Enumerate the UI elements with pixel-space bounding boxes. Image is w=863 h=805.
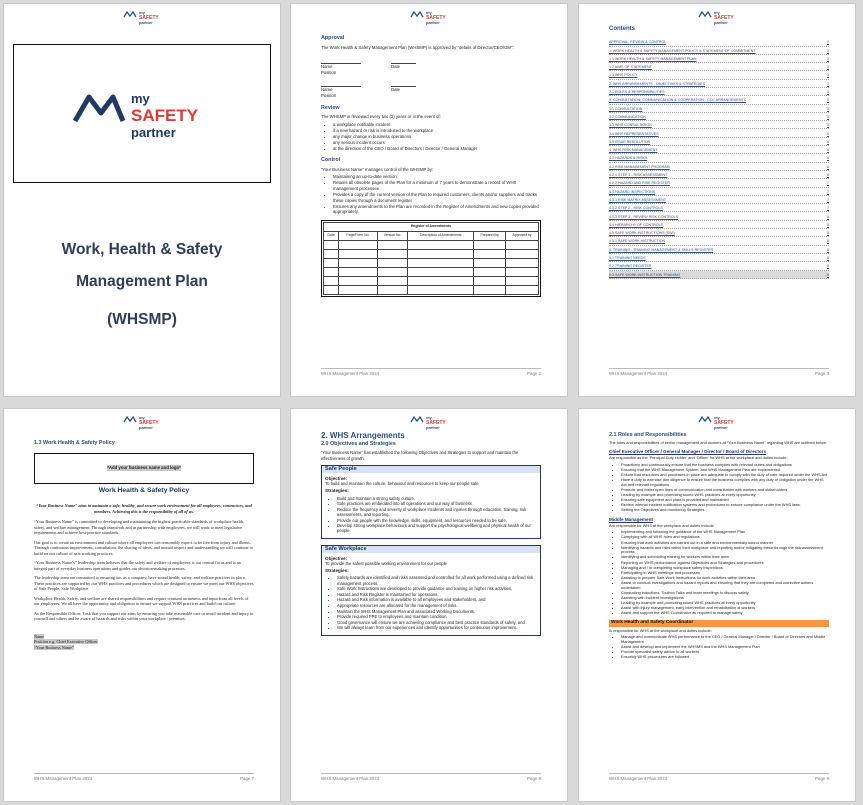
list-item: • Assist and develop and implement the WHSMS and the WHS Management Plan bbox=[621, 645, 829, 650]
register-title: Register of Amendments bbox=[324, 222, 539, 231]
whs-coordinator-heading: Work Health and Safety Coordinator bbox=[609, 620, 829, 627]
list-item: • Reporting on WHS performance against Objectives and Strategies and procedures bbox=[621, 561, 829, 566]
list-item: • Ensuring that the WHS Management System, and WHS Management Plan are implemented bbox=[621, 468, 829, 473]
footer-title: WHS Management Plan 2024 bbox=[321, 371, 380, 376]
toc-entry-page: 8 bbox=[827, 231, 829, 236]
toc-entry-page: 6 bbox=[827, 164, 829, 169]
list-item: • Safety hazards are identified and risks assessed and controlled for all work performed using a defined risk management process, bbox=[337, 575, 537, 585]
objective-text: To provide the safest possible working environment for our people bbox=[325, 561, 447, 567]
footer bbox=[609, 773, 829, 781]
toc-entry-page: 8 bbox=[827, 256, 829, 261]
toc-entry-title[interactable]: 3.3 WHS CONSULTATION bbox=[609, 123, 652, 128]
toc-entry-title[interactable]: APPROVAL, REVIEW & CONTROL bbox=[609, 40, 667, 45]
list-item: • Develop strong workplace behaviours and support the psychological wellbeing and physical health of our people. bbox=[337, 523, 537, 533]
sig-name-label: Name bbox=[321, 87, 333, 93]
toc-entry[interactable] bbox=[609, 113, 829, 121]
svg-text:my: my bbox=[714, 10, 720, 15]
table-row bbox=[324, 240, 539, 249]
footer-title: WHS Management Plan 2024 bbox=[34, 776, 93, 781]
strategies-label: Strategies: bbox=[325, 488, 349, 494]
toc-entry[interactable] bbox=[609, 105, 829, 113]
list-item: • Maintain the WHS Management Plan and associated Working Documents, bbox=[337, 609, 537, 614]
cover-title-line3: (WHSMP) bbox=[107, 311, 177, 328]
brand-logo-small bbox=[122, 9, 162, 27]
brand-logo-large bbox=[67, 79, 217, 149]
toc-entry[interactable] bbox=[609, 47, 829, 55]
sign-name: Name bbox=[34, 633, 45, 639]
list-item: • Ensuring that work activities are carried out in a safe and environmentally sound manner bbox=[621, 541, 829, 546]
control-text: “Your Business Name” manages control of the WHSMP by: bbox=[321, 166, 434, 172]
col-header: Approved by bbox=[506, 231, 539, 240]
list-item: • Assist and support the WHS Coordinator as required to manage safety bbox=[621, 611, 829, 616]
toc-entry[interactable] bbox=[609, 212, 829, 220]
section-heading: 2. WHS Arrangements bbox=[321, 431, 405, 440]
subsection-heading: 2.0 Objectives and Strategies bbox=[321, 441, 396, 448]
toc-entry-page: 6 bbox=[827, 156, 829, 161]
toc-entry[interactable] bbox=[609, 121, 829, 129]
toc-entry-page: 2 bbox=[827, 40, 829, 45]
coordinator-duties-list bbox=[609, 635, 829, 660]
safe-workplace-title: Safe Workplace bbox=[322, 546, 540, 553]
list-item: • Assisting to prepare Safe Work Instructions for work activities within their area bbox=[621, 576, 829, 581]
toc-entry-page: 7 bbox=[827, 197, 829, 202]
list-item: • Manage and communicate WHS performance to the CEO / General Manager / Director / Board of Directors and Middle Management bbox=[621, 635, 829, 644]
page-number: Page 3 bbox=[815, 371, 829, 376]
toc-entry-title[interactable]: 4.1 HAZARDS & RISKS bbox=[609, 156, 648, 161]
toc-entry[interactable] bbox=[609, 129, 829, 137]
sign-business: “Your Business Name” bbox=[34, 644, 74, 650]
section-heading: 2.1 Roles and Responsibilities bbox=[609, 432, 687, 438]
toc-entry-title[interactable]: 1.3 WHS POLICY bbox=[609, 73, 638, 78]
ceo-duties-list bbox=[609, 463, 829, 513]
section-heading: 1.3 Work Health & Safety Policy bbox=[34, 440, 115, 446]
svg-text:my: my bbox=[714, 415, 720, 420]
toc-entry-title[interactable]: 1. WORK HEALTH & SAFETY MANAGEMENT POLICY & STATEMENT OF COMMITMENT bbox=[609, 48, 756, 53]
toc-entry-page: 8 bbox=[827, 247, 829, 252]
middle-management-heading: Middle Management bbox=[609, 516, 653, 522]
page-approval bbox=[290, 3, 568, 397]
svg-text:SAFETY: SAFETY bbox=[714, 420, 734, 426]
toc-entry-page: 5 bbox=[827, 131, 829, 136]
contents-title: Contents bbox=[609, 26, 635, 32]
ceo-intro: Are responsible as the ‘Principal Duty Holder’ and ‘Officer’ for WHS at the workplace and duties include: bbox=[609, 455, 788, 461]
svg-text:partner: partner bbox=[426, 20, 440, 25]
svg-text:my: my bbox=[139, 10, 145, 15]
footer-title: WHS Management Plan 2024 bbox=[321, 776, 380, 781]
toc-entry-page: 6 bbox=[827, 173, 829, 178]
toc-entry-page: 8 bbox=[827, 239, 829, 244]
toc-entry-page: 5 bbox=[827, 98, 829, 103]
safe-people-box bbox=[321, 465, 541, 539]
toc-entry-page: 4 bbox=[827, 90, 829, 95]
objective-text: To build and maintain the culture, behaviour and resources to keep our people safe bbox=[325, 481, 479, 487]
toc-entry[interactable] bbox=[609, 138, 829, 146]
list-item: • Retains all obsolete pages of the Plan for a minimum of 7 years to demonstrate a record of WHS management processes bbox=[333, 180, 541, 191]
table-row bbox=[324, 267, 539, 276]
toc-entry[interactable] bbox=[609, 63, 829, 71]
svg-text:partner: partner bbox=[714, 20, 728, 25]
list-item: • Provide our people with the knowledge, skills, equipment, and resources needed to be safe, bbox=[337, 518, 537, 523]
toc-entry-title[interactable]: 3. CONSULTATION, COMMUNICATION & COOPERATION - CCC ARRANGEMENTS bbox=[609, 98, 747, 103]
header-logo bbox=[4, 9, 280, 29]
objective-label: Objective: bbox=[325, 476, 348, 482]
list-item: • Ensures any amendments to the Plan are recorded in the Register of Amendments and new copies provided appropriately. bbox=[333, 204, 541, 215]
toc-entry-page: 6 bbox=[827, 148, 829, 153]
list-item: • Ensuring safe equipment and plant is provided and maintained bbox=[621, 498, 829, 503]
review-text: The WHSMP is reviewed every two (2) years or in the event of: bbox=[321, 114, 441, 120]
toc-entry-page: 3 bbox=[827, 81, 829, 86]
brand-logo-small bbox=[697, 414, 737, 432]
toc-entry-title[interactable]: 4.2.2 HAZARD AND RISK REGISTER bbox=[609, 181, 670, 186]
toc-entry-title[interactable]: 2. WHS ARRANGEMENTS - OBJECTIVES & STRATEGIES bbox=[609, 81, 705, 86]
register-table-wrap bbox=[321, 220, 541, 297]
list-item: • Assist or conduct investigations and hazard reports and ensuring that they are completed and corrective actions undertaken bbox=[621, 581, 829, 590]
strategies-list bbox=[325, 575, 537, 630]
table-row bbox=[324, 258, 539, 267]
toc-entry[interactable] bbox=[609, 204, 829, 212]
toc-entry-page: 6 bbox=[827, 139, 829, 144]
toc-entry-title[interactable]: 4.3.2 STEP 2 - RISK CONTROLS bbox=[609, 206, 663, 211]
list-item: • a workplace notifiable incident bbox=[333, 122, 541, 128]
svg-text:partner: partner bbox=[131, 124, 176, 140]
svg-text:SAFETY: SAFETY bbox=[426, 420, 446, 426]
svg-text:my: my bbox=[131, 90, 150, 106]
toc-entry-page: 3 bbox=[827, 73, 829, 78]
toc-entry-title[interactable]: 1.1 WORK HEALTH & SAFETY MANAGEMENT PLAN bbox=[609, 56, 697, 61]
logo-placeholder-text: *Add your business name and logo* bbox=[107, 465, 181, 471]
footer-title: WHS Management Plan 2024 bbox=[609, 776, 668, 781]
logo-placeholder-box bbox=[34, 453, 254, 484]
svg-text:partner: partner bbox=[139, 425, 153, 430]
page-number: Page 9 bbox=[815, 776, 829, 781]
toc-entry[interactable] bbox=[609, 146, 829, 154]
toc-entry-page: 3 bbox=[827, 48, 829, 53]
safe-workplace-box bbox=[321, 545, 541, 636]
toc-entry[interactable] bbox=[609, 262, 829, 270]
svg-text:my: my bbox=[426, 10, 432, 15]
toc-entry[interactable] bbox=[609, 38, 829, 46]
toc-entry-title[interactable]: 5.2 TRAINING REGISTER bbox=[609, 264, 652, 269]
toc-entry[interactable] bbox=[609, 88, 829, 96]
list-item: • at the direction of the CEO / Board of Directors / Director / General Manager bbox=[333, 146, 541, 152]
policy-paragraph: Workplace Health, Safety, and welfare are shared responsibilities and require constant awareness and input from all levels of our employees. We all have the opportunity and obligation to ensure we support WHS practices and build our culture. bbox=[34, 595, 249, 606]
toc-entry-title[interactable]: 5.3 SAFE WORK INSTRUCTION TRAINING bbox=[609, 272, 681, 277]
svg-text:my: my bbox=[426, 415, 432, 420]
brand-logo-small bbox=[122, 414, 162, 432]
toc-entry-title[interactable]: 4. WHS RISK MANAGEMENT bbox=[609, 148, 658, 153]
control-list bbox=[321, 174, 541, 214]
safe-people-title: Safe People bbox=[322, 466, 540, 473]
signature-block-2 bbox=[321, 83, 541, 98]
footer bbox=[321, 368, 541, 376]
policy-title: Work Health & Safety Policy bbox=[98, 486, 190, 494]
page-number: Page 8 bbox=[527, 776, 541, 781]
list-item: • Reduce the frequency and severity of workplace incidents and injuries through education, training, risk assessments, and reporting, bbox=[337, 507, 537, 517]
list-item: • any major change in business operations bbox=[333, 134, 541, 140]
toc-entry-page: 5 bbox=[827, 114, 829, 119]
toc-entry[interactable] bbox=[609, 154, 829, 162]
list-item: • Managing and / or completing workplace safety inspections bbox=[621, 566, 829, 571]
toc-entry[interactable] bbox=[609, 221, 829, 229]
sig-date-label: Date bbox=[391, 87, 401, 93]
list-item: • Assisting with incident investigations bbox=[621, 596, 829, 601]
intro-text: “Your Business Name” has established the following Objectives and Strategies to support and maintain the effectiveness of growth. bbox=[321, 450, 519, 461]
toc-entry-title[interactable]: 2.1 ROLES & RESPONSIBILITIES bbox=[609, 90, 665, 95]
cover-title-line2: Management Plan bbox=[76, 273, 208, 290]
header-logo bbox=[291, 9, 567, 29]
toc-entry[interactable] bbox=[609, 55, 829, 63]
toc-entry-page: 8 bbox=[827, 264, 829, 269]
toc-entry-page: 8 bbox=[827, 272, 829, 277]
cover-title-line1: Work, Health & Safety bbox=[61, 241, 223, 258]
sign-position: Position e.g. Chief Executive Officer bbox=[34, 639, 98, 644]
toc-entry-title[interactable]: 3.2 COMMUNICATION bbox=[609, 114, 646, 119]
intro-text: The roles and responsibilities of senior management and workers at “Your Business Name” regarding WHS are outlined below. bbox=[609, 439, 827, 445]
brand-logo-small bbox=[697, 9, 737, 27]
policy-paragraph: “Your Business Name’s” leadership team believes that the safety and welfare of employees is our central focus and is an integral part of everyday business operations and guides our decision-making processes. bbox=[34, 560, 241, 571]
toc-entry-title[interactable]: 5.1 TRAINING NEEDS bbox=[609, 256, 646, 261]
toc-entry[interactable] bbox=[609, 196, 829, 204]
toc-entry[interactable] bbox=[609, 71, 829, 79]
toc-entry-title[interactable]: 3.5 ISSUE RESOLUTION bbox=[609, 139, 651, 144]
strategies-list bbox=[325, 496, 537, 534]
list-item: • Promote and foster open lines of communication and consultation with workers and stakeholders bbox=[621, 488, 829, 493]
toc-entry[interactable] bbox=[609, 254, 829, 262]
table-row bbox=[324, 249, 539, 258]
svg-text:SAFETY: SAFETY bbox=[714, 15, 734, 21]
toc-entry-title[interactable]: 4.3.1 RISK MATRIX ASSESSMENT bbox=[609, 197, 667, 202]
list-item: • Assist with injury management, early intervention and rehabilitation of workers bbox=[621, 606, 829, 611]
strategies-label: Strategies: bbox=[325, 568, 349, 574]
toc-entry-title[interactable]: 3.4 WHS REPRESENTATIVES bbox=[609, 131, 659, 136]
cover-logo-box bbox=[13, 44, 271, 183]
footer-title: WHS Management Plan 2024 bbox=[609, 371, 668, 376]
signature-block bbox=[321, 60, 541, 75]
cover-title bbox=[4, 234, 280, 336]
page-cover bbox=[3, 3, 281, 397]
page-policy bbox=[3, 408, 281, 802]
svg-text:SAFETY: SAFETY bbox=[139, 420, 159, 426]
page-number: Page 7 bbox=[240, 776, 254, 781]
review-list bbox=[321, 122, 541, 152]
toc-entry[interactable] bbox=[609, 229, 829, 237]
list-item: • Identifying hazards and risks within their workplace and reporting and/or mitigating these through the risk assessment process bbox=[621, 546, 829, 555]
ceo-heading: Chief Executive Officer / General Manager / Director / Board of Directors bbox=[609, 449, 766, 455]
header-logo bbox=[4, 414, 280, 434]
list-item: • Provide specialist safety advice to all workers bbox=[621, 650, 829, 655]
list-item: • Implementing and following the guidance of the WHS Management Plan bbox=[621, 530, 829, 535]
toc-entry-title[interactable]: 3.1 CONSULTATION bbox=[609, 106, 643, 111]
policy-paragraph: Our goal is to create an environment and culture where all employees can reasonably expect to be free from injury and illness. Through continuous improvement, consultation, the sharing of ideas, and mutual respect and understanding we will continue to build on our culture of safe working practices. bbox=[34, 539, 253, 556]
list-item: • Ensure that resources and processes in place are adequate to comply with the duty of care required under the WHS Act bbox=[621, 473, 829, 478]
svg-text:SAFETY: SAFETY bbox=[139, 15, 159, 21]
footer bbox=[34, 773, 254, 781]
toc-entry[interactable] bbox=[609, 246, 829, 254]
list-item: • Leading by example and promoting sound WHS practices at every opportunity bbox=[621, 493, 829, 498]
toc-entry-title[interactable]: 4.5.1 SAFE WORK INSTRUCTION bbox=[609, 239, 666, 244]
list-item: • Proactively and continuously ensure that the business complies with relevant duties and obligations bbox=[621, 463, 829, 468]
toc-entry-page: 7 bbox=[827, 206, 829, 211]
list-item: • Good governance will ensure we are achieving compliance and best practice standards of safety, and bbox=[337, 620, 537, 625]
toc-entry[interactable] bbox=[609, 188, 829, 196]
toc-entry-title[interactable]: 4.4 HIERARCHY OF CONTROLS bbox=[609, 222, 664, 227]
col-header: Prepared by bbox=[474, 231, 506, 240]
objective-label: Objective: bbox=[325, 555, 348, 561]
svg-text:partner: partner bbox=[714, 425, 728, 430]
footer bbox=[321, 773, 541, 781]
toc-entry[interactable] bbox=[609, 237, 829, 245]
toc-entry-page: 8 bbox=[827, 222, 829, 227]
list-item: • Review internal incident notification systems and procedures to ensure compliance under the WHS laws. bbox=[621, 503, 829, 508]
commitment-statement: “Your Business Name” aims to maintain a safe, healthy, and secure work environment for all employees, contractors, and members. Achieving this is the responsibility of all of us. bbox=[36, 503, 252, 514]
list-item: • Provide required PPE to employees and maintain condition, bbox=[337, 614, 537, 619]
svg-text:SAFETY: SAFETY bbox=[426, 15, 446, 21]
toc-entry-title[interactable]: 4.2.1 STEP 1 - RISK ASSESSMENT bbox=[609, 173, 668, 178]
register-table bbox=[323, 222, 539, 295]
page-roles bbox=[578, 408, 856, 802]
toc-entry-title[interactable]: 4.2 RISK MANAGEMENT PROGRAM bbox=[609, 164, 670, 169]
list-item: • Setting the Objectives and monitoring Strategies. bbox=[621, 508, 829, 513]
list-item: • We will always learn from our experiences and identify opportunities for continuous improvement. bbox=[337, 625, 537, 630]
toc-entry-page: 7 bbox=[827, 189, 829, 194]
page-number: Page 2 bbox=[527, 371, 541, 376]
brand-logo-small bbox=[409, 9, 449, 27]
svg-text:partner: partner bbox=[426, 425, 440, 430]
table-row bbox=[324, 285, 539, 294]
toc-entry-page: 5 bbox=[827, 106, 829, 111]
middle-intro: Are responsible for WHS at the workplace and duties include: bbox=[609, 522, 715, 528]
toc-entry[interactable] bbox=[609, 271, 829, 279]
toc-entry-title[interactable]: 4.5 SAFE WORK INSTRUCTIONS (SWI) bbox=[609, 231, 675, 236]
list-item: • Hazard and Risk information is available to all employees and stakeholders, and bbox=[337, 597, 537, 602]
toc-entry-title[interactable]: 5. TRAINING - TRAINING MANAGEMENT & SKILLS REGISTER bbox=[609, 247, 714, 252]
list-item: • Have a duty to exercise due diligence to ensure that the business complies with any duty or obligation under the WHS Act and relevant regulations bbox=[621, 478, 829, 487]
svg-text:SAFETY: SAFETY bbox=[131, 105, 199, 125]
list-item: • if a new hazard or risk is introduced to the workplace bbox=[333, 128, 541, 134]
sig-position-label: Position bbox=[321, 69, 337, 75]
toc-entry[interactable] bbox=[609, 80, 829, 88]
toc-entry-title[interactable]: 4.3.3 STEP 3 - REVIEW RISK CONTROLS bbox=[609, 214, 679, 219]
sig-date-label: Date bbox=[391, 64, 401, 70]
policy-paragraph: The leadership team are committed to ensuring we, as a company, have sound health, safety, and welfare practices in place. These practices are supported by our WHS practices and procedures which are designed to ensure we meet our WHS objectives of Safe People, Safe Workplace. bbox=[34, 575, 254, 591]
toc-entry-page: 3 bbox=[827, 56, 829, 61]
svg-text:my: my bbox=[139, 415, 145, 420]
toc-entry[interactable] bbox=[609, 171, 829, 179]
list-item: • Build and maintain a strong safety culture, bbox=[337, 496, 537, 501]
policy-paragraph: As the Responsible Officer, I ask that you support our aims by ensuring you take reasonable care to avoid incident and injury to yourself and others and be aware of hazards and risks within your workplace / premises. bbox=[34, 610, 254, 621]
svg-text:partner: partner bbox=[139, 20, 153, 25]
toc-entry-title[interactable]: 4.3 HAZARD INSPECTIONS bbox=[609, 189, 656, 194]
page-contents bbox=[578, 3, 856, 397]
middle-duties-list bbox=[609, 530, 829, 615]
list-item: • Ensuring WHS procedures are followed bbox=[621, 655, 829, 660]
list-item: • Provides a copy of the current version of the Plan to required customers, clients and/or suppliers and tracks these copies through a document register bbox=[333, 192, 541, 203]
toc-entry[interactable] bbox=[609, 179, 829, 187]
list-item: • any serious incident occurs bbox=[333, 140, 541, 146]
col-header: Version No. bbox=[377, 231, 408, 240]
toc-entry-title[interactable]: 1.2 AIMS OF STATEMENT bbox=[609, 65, 652, 70]
footer bbox=[609, 368, 829, 376]
approval-heading: Approval bbox=[321, 35, 345, 41]
list-item: • Participating in WHS meetings and processes bbox=[621, 571, 829, 576]
policy-paragraph: “Your Business Name” is committed to developing and maintaining the highest practicable standards of workplace health, safety, and welfare management. Through teamwork and in partnership with employees, we will work to meet legislative requirements and achieve best-practice standards. bbox=[34, 519, 245, 535]
table-row bbox=[324, 276, 539, 285]
review-heading: Review bbox=[321, 104, 340, 111]
list-item: • Conducting inductions, Toolbox Talks and team meetings to discuss safety bbox=[621, 591, 829, 596]
list-item: • Maintaining an up-to-date version; bbox=[333, 174, 541, 180]
list-item: • Safe practices are embedded into all operations and our way of business bbox=[337, 501, 537, 506]
col-header: Date bbox=[324, 231, 339, 240]
toc-entry[interactable] bbox=[609, 163, 829, 171]
header-logo bbox=[579, 414, 855, 434]
page-arrangements bbox=[290, 408, 568, 802]
brand-logo-small bbox=[409, 414, 449, 432]
toc-entry-page: 3 bbox=[827, 65, 829, 70]
col-header: Page/Form No. bbox=[339, 231, 378, 240]
list-item: • Hazard and Risk Register is maintained for operations, bbox=[337, 592, 537, 597]
list-item: • Safe Work Instructions are developed to provide guidance and training on higher risk activities, bbox=[337, 586, 537, 591]
toc-entry-page: 7 bbox=[827, 181, 829, 186]
control-heading: Control bbox=[321, 157, 341, 164]
coordinator-intro: Is responsible for WHS at the workplace and duties include: bbox=[609, 627, 712, 633]
sig-position-label: Position bbox=[321, 92, 337, 98]
list-item: • Complying with all WHS rules and regulations bbox=[621, 535, 829, 540]
list-item: • Leading by example and promoting sound WHS practices at every opportunity bbox=[621, 601, 829, 606]
toc-entry-page: 8 bbox=[827, 214, 829, 219]
toc-list bbox=[609, 38, 829, 279]
approval-text: The Work Health & Safety Management Plan (WHSMP) is approved by “details of Director/CEO/GM”: bbox=[321, 44, 514, 50]
list-item: • Identifying and scheduling training for workers within their area bbox=[621, 555, 829, 560]
toc-entry-page: 5 bbox=[827, 123, 829, 128]
sig-name-label: Name bbox=[321, 64, 333, 70]
toc-entry[interactable] bbox=[609, 96, 829, 104]
col-header: Description of Amendments bbox=[408, 231, 474, 240]
list-item: • Appropriate resources are allocated for the management of risks. bbox=[337, 603, 537, 608]
